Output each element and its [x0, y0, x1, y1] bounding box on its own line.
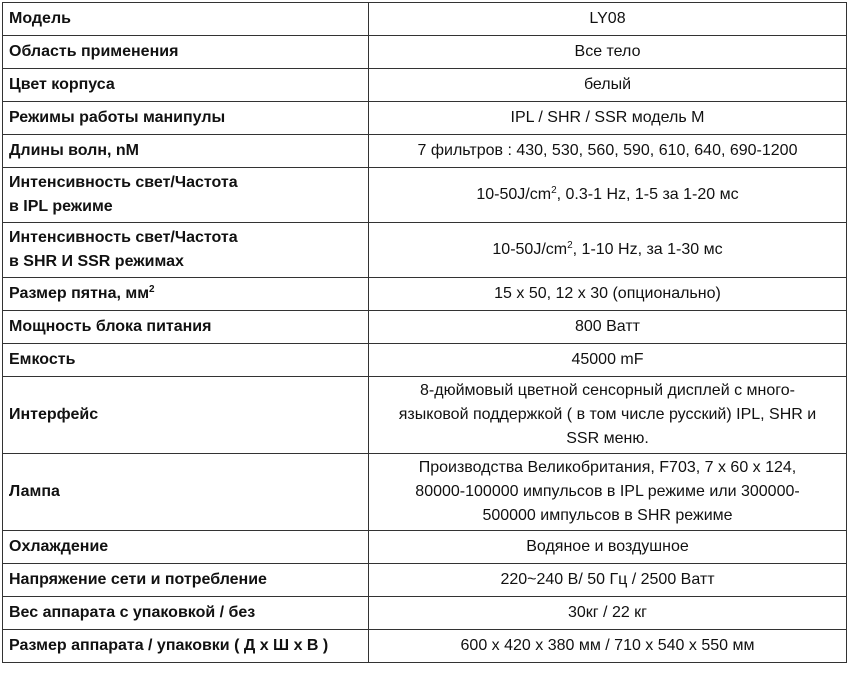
row-label: Размер аппарата / упаковки ( Д x Ш x В ): [3, 630, 369, 663]
row-label: Лампа: [3, 454, 369, 531]
row-value: Водяное и воздушное: [369, 531, 847, 564]
row-label: Интерфейс: [3, 377, 369, 454]
table-row-model: [3, 3, 847, 36]
row-value: LY08: [369, 3, 847, 36]
row-label: Длины волн, nM: [3, 135, 369, 168]
superscript: 2: [149, 284, 155, 295]
row-value: 800 Ватт: [369, 311, 847, 344]
row-label: Напряжение сети и потребление: [3, 564, 369, 597]
row-label-line: в IPL режиме: [9, 198, 113, 215]
row-value: [369, 168, 847, 223]
table-row-weight: [3, 597, 847, 630]
row-label-text: Размер пятна, мм: [9, 285, 150, 302]
row-value: [369, 377, 847, 454]
superscript: 2: [567, 240, 573, 251]
row-value: IPL / SHR / SSR модель M: [369, 102, 847, 135]
row-value-text: 10-50J/cm: [492, 241, 568, 258]
table-row-interface: [3, 377, 847, 454]
row-value: 45000 mF: [369, 344, 847, 377]
table-row-cooling: [3, 531, 847, 564]
row-value: 600 x 420 x 380 мм / 710 x 540 x 550 мм: [369, 630, 847, 663]
row-label: Цвет корпуса: [3, 69, 369, 102]
table-row-shr-ssr-intensity: [3, 223, 847, 278]
row-value: 7 фильтров : 430, 530, 560, 590, 610, 640, 690-1200: [369, 135, 847, 168]
row-value-line: Производства Великобритания, F703, 7 x 60 x 124,: [418, 459, 797, 476]
row-label-line: в SHR И SSR режимах: [9, 253, 184, 270]
table-row-handpiece-modes: [3, 102, 847, 135]
row-value-line: 500000 импульсов в SHR режиме: [482, 507, 733, 524]
table-row-application-area: [3, 36, 847, 69]
table-row-power-supply: [3, 311, 847, 344]
row-label: Вес аппарата с упаковкой / без: [3, 597, 369, 630]
table-row-voltage: [3, 564, 847, 597]
row-label-line: Интенсивность свет/Частота: [9, 174, 238, 191]
table-row-lamp: [3, 454, 847, 531]
row-value: Все тело: [369, 36, 847, 69]
row-label: Охлаждение: [3, 531, 369, 564]
row-value: [369, 454, 847, 531]
superscript: 2: [551, 185, 557, 196]
row-label: Емкость: [3, 344, 369, 377]
row-label-line: Интенсивность свет/Частота: [9, 229, 238, 246]
row-value: 220~240 В/ 50 Гц / 2500 Ватт: [369, 564, 847, 597]
table-row-body-color: [3, 69, 847, 102]
row-value-text: 10-50J/cm: [476, 186, 552, 203]
row-value: 30кг / 22 кг: [369, 597, 847, 630]
table-row-capacity: [3, 344, 847, 377]
row-value-line: языковой поддержкой ( в том числе русский) IPL, SHR и: [398, 406, 817, 423]
row-value: [369, 223, 847, 278]
row-label: [3, 278, 369, 311]
row-value-line: 80000-100000 импульсов в IPL режиме или 300000-: [415, 483, 800, 500]
row-value-text: , 0.3-1 Hz, 1-5 за 1-20 мс: [556, 186, 739, 203]
row-value-line: 8-дюймовый цветной сенсорный дисплей с много-: [420, 382, 795, 399]
row-value-line: SSR меню.: [566, 430, 649, 447]
row-value: белый: [369, 69, 847, 102]
row-label: [3, 168, 369, 223]
table-row-spot-size: [3, 278, 847, 311]
row-label: Область применения: [3, 36, 369, 69]
row-label: [3, 223, 369, 278]
table-row-ipl-intensity: [3, 168, 847, 223]
table-row-dimensions: [3, 630, 847, 663]
row-value-text: , 1-10 Hz, за 1-30 мс: [572, 241, 723, 258]
row-label: Мощность блока питания: [3, 311, 369, 344]
row-value: 15 x 50, 12 x 30 (опционально): [369, 278, 847, 311]
row-label: Режимы работы манипулы: [3, 102, 369, 135]
row-label: Модель: [3, 3, 369, 36]
specifications-table: [2, 2, 847, 663]
table-row-wavelengths: [3, 135, 847, 168]
